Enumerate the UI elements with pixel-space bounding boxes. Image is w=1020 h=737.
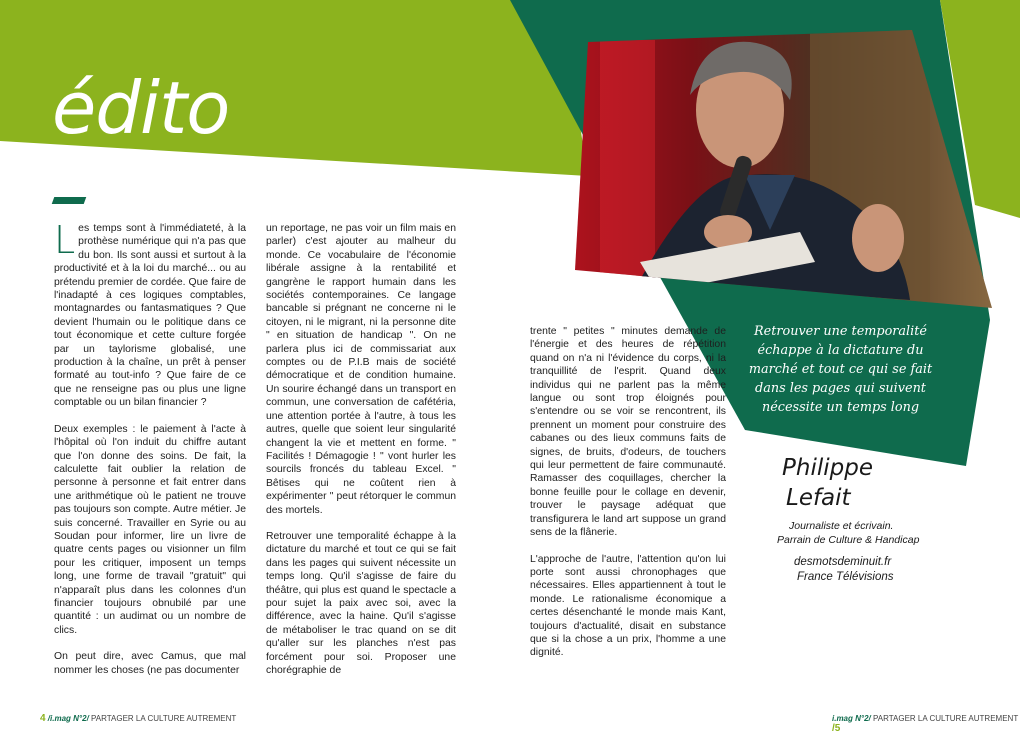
pull-quote: [738, 322, 943, 417]
article-column-2: [266, 222, 456, 690]
author-first-name: Philippe: [782, 455, 873, 481]
author-role: Journaliste et écrivain.: [789, 520, 894, 532]
pull-quote-line: nécessite un temps long: [761, 400, 920, 415]
article-column-3: [530, 325, 726, 673]
paragraph: Deux exemples : le paiement à l'acte à l'hôpital où l'on induit du chiffre autant que l'on donne des soins. De fait, la calculette fait oublier la relation de personne à personne et fait entrer dans une arithmétique où le patient ne trouve pas toujours son compte. Autre métier. Je suis concerné. Travailler en Syrie ou au Soudan pour informer, lire un livre de quatre cents pages ou visionner un film pour les critiquer, imposent un temps long, une forme de travail "gratuit" qui n'apparaît plus dans les colonnes d'un financier toujours obnubilé par une quantité : un audimat ou un nombre de clics.: [54, 423, 246, 636]
author-role: Parrain de Culture & Handicap: [777, 534, 920, 546]
page-number: 4: [40, 713, 46, 724]
paragraph-text: es temps sont à l'immédiateté, à la prothèse numérique qui n'a pas que du bon. Ils sont aussi et surtout à la productivité et à la loi du marché... ou au prétendu premier de cordée. Que faire de l'inadapté à ces logiques comptables, montagnardes ou fantasmatiques ? Que devient l'humain ou le politique dans ce tout économique et cette culture forgée par un taylorisme globalisé, une production à la chaîne, un prêt à penser formaté au tout-info ? Que faire de ce que ne renseigne pas ou plus une ligne comptable ou un bilan financier ?: [54, 223, 246, 409]
footer-left: [40, 714, 236, 724]
page-number: /5: [832, 723, 841, 734]
author-employer: France Télévisions: [797, 571, 894, 583]
paragraph: On peut dire, avec Camus, que mal nommer les choses (ne pas documenter: [54, 651, 246, 676]
magazine-name: i.mag N°2/: [832, 714, 871, 723]
paragraph: un reportage, ne pas voir un film mais en parler) c'est ajouter au malheur du monde. Ce vocabulaire de l'économie libérale assigne à la rentabilité et gangrène le rapport humain dans les sociétés contemporaines. Ce langage bancable si prégnant ne concerne ni le citoyen, ni le migrant, ni la personne dite " en situation de handicap ". On ne parlera plus ici de commissariat aux comptes ou de P.I.B mais de société démocratique et de condition humaine. Un sourire échangé dans un transport en commun, une conversation de cafétéria, une attention portée à l'autre, à tous les autres, quelle que soient leur singularité changent la vie et mettent en forme. " Facilités ! Démagogie ! " vont hurler les sourcils froncés du tableau Excel. " Bêtises qui ne coûtent rien à expérimenter " peut rétorquer le commun des mortels.: [266, 223, 456, 516]
paragraph: Retrouver une temporalité échappe à la dictature du marché et tout ce qui se fait dans les pages qui suivent nécessite un temps long. Qu'il s'agisse de faire du théâtre, qui plus est quand le spectacle a pour sujet la paix avec soi, avec la différence, avec la haine. Qu'il s'agisse de métaboliser le trac quand on se dit qu'aller sur les planches n'est pas forcément pour soi. Proposer une chorégraphie de: [266, 530, 456, 676]
magazine-name: /i.mag N°2/: [47, 714, 89, 723]
paragraph: [54, 218, 246, 410]
article-column-1: [54, 218, 246, 690]
pull-quote-line: échappe à la dictature du: [757, 343, 924, 358]
pull-quote-line: marché et tout ce qui se fait: [748, 362, 933, 377]
title-accent-dash: [52, 197, 87, 204]
pull-quote-line: dans les pages qui suivent: [755, 381, 926, 396]
author-last-name: Lefait: [786, 485, 851, 511]
paragraph: L'approche de l'autre, l'attention qu'on lui porte sont aussi chronophages que nécessaires. Elles appartiennent à tout le monde. Le rationalisme économique a certes désenchanté le monde mais Kant, toujours d'actualité, disait en substance que si la chose a un prix, l'homme a une dignité.: [530, 553, 726, 659]
footer-right: [832, 714, 1020, 734]
footer-tagline: PARTAGER LA CULTURE AUTREMENT: [91, 714, 237, 723]
paragraph: trente " petites " minutes demande de l'énergie et des heures de répétition quand on n'a ni l'évidence du corps, ni la tranquillité de l'esprit. Quand deux individus qui ne parlent pas la même langue ou sont trop éloignés pour s'entendre ou se voir se rencontrent, ils prennent un moment pour construire des cabanes ou des lieux communs faits de signes, de bruits, d'odeurs, de touchers qui leur permettent de faire communauté. Ramasser des coquillages, chercher la bonne feuille pour le collage en devenir, trouver le paysage adéquat que transfigurera le land art suppose un grand sens de la flânerie.: [530, 326, 726, 539]
page-title: édito: [52, 66, 230, 150]
footer-tagline: PARTAGER LA CULTURE AUTREMENT: [873, 714, 1019, 723]
author-website: desmotsdeminuit.fr: [794, 556, 892, 568]
drop-cap: L: [54, 218, 76, 262]
pull-quote-line: Retrouver une temporalité: [754, 324, 927, 339]
